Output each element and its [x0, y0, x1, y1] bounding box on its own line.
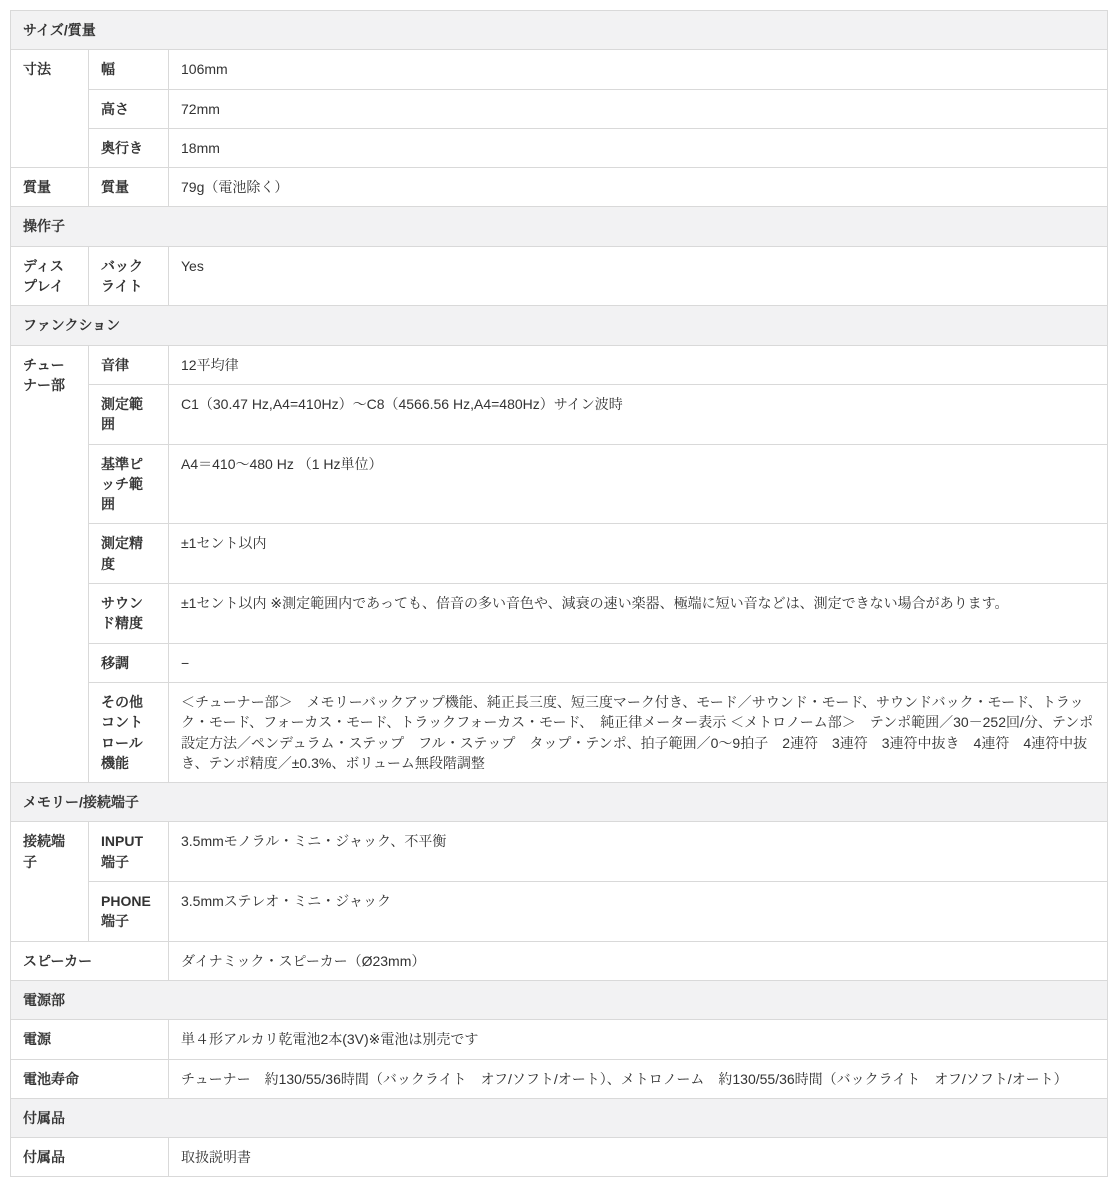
spec-label-cell: PHONE端子	[89, 882, 169, 942]
table-row	[11, 682, 1108, 782]
spec-group-cell: チューナー部	[11, 345, 89, 782]
table-row	[11, 941, 1108, 980]
spec-label-cell: その他コントロール機能	[89, 682, 169, 782]
spec-label-cell-wide: 電源	[11, 1020, 169, 1059]
table-row	[11, 822, 1108, 882]
spec-group-cell: 質量	[11, 168, 89, 207]
table-row	[11, 1138, 1108, 1177]
table-row	[11, 1059, 1108, 1098]
spec-group-cell: ディスプレイ	[11, 246, 89, 306]
table-row	[11, 50, 1108, 89]
spec-label-cell: サウンド精度	[89, 584, 169, 644]
spec-value-cell: ±1セント以内	[169, 524, 1108, 584]
spec-value-cell: 18mm	[169, 128, 1108, 167]
table-row	[11, 882, 1108, 942]
table-row	[11, 643, 1108, 682]
section-header-size-weight: サイズ/質量	[11, 11, 1108, 50]
spec-table	[10, 10, 1108, 1177]
table-row	[11, 524, 1108, 584]
spec-value-cell: A4＝410～480 Hz （1 Hz単位）	[169, 444, 1108, 524]
spec-label-cell: 奥行き	[89, 128, 169, 167]
spec-value-cell: −	[169, 643, 1108, 682]
table-row	[11, 168, 1108, 207]
spec-label-cell-wide: 電池寿命	[11, 1059, 169, 1098]
spec-label-cell: 幅	[89, 50, 169, 89]
section-header-controls: 操作子	[11, 207, 1108, 246]
spec-label-cell-wide: スピーカー	[11, 941, 169, 980]
spec-group-cell: 接続端子	[11, 822, 89, 941]
section-header-power: 電源部	[11, 980, 1108, 1019]
spec-label-cell: 測定範囲	[89, 384, 169, 444]
spec-label-cell-wide: 付属品	[11, 1138, 169, 1177]
section-header-accessories: 付属品	[11, 1098, 1108, 1137]
section-header-function: ファンクション	[11, 306, 1108, 345]
spec-label-cell: 基準ピッチ範囲	[89, 444, 169, 524]
spec-value-cell: 12平均律	[169, 345, 1108, 384]
table-row	[11, 444, 1108, 524]
spec-label-cell: 質量	[89, 168, 169, 207]
section-header-memory-io: メモリー/接続端子	[11, 783, 1108, 822]
spec-value-cell: 単４形アルカリ乾電池2本(3V)※電池は別売です	[169, 1020, 1108, 1059]
table-row	[11, 1020, 1108, 1059]
spec-label-cell: 移調	[89, 643, 169, 682]
spec-value-cell: 取扱説明書	[169, 1138, 1108, 1177]
spec-value-cell: 79g（電池除く）	[169, 168, 1108, 207]
spec-label-cell: 測定精度	[89, 524, 169, 584]
spec-label-cell: 音律	[89, 345, 169, 384]
spec-value-cell: 3.5mmモノラル・ミニ・ジャック、不平衡	[169, 822, 1108, 882]
spec-value-cell: C1（30.47 Hz,A4=410Hz）～C8（4566.56 Hz,A4=480Hz）サイン波時	[169, 384, 1108, 444]
spec-value-cell: チューナー 約130/55/36時間（バックライト オフ/ソフト/オート）、メトロノーム 約130/55/36時間（バックライト オフ/ソフト/オート）	[169, 1059, 1108, 1098]
spec-value-cell: Yes	[169, 246, 1108, 306]
spec-value-cell: 3.5mmステレオ・ミニ・ジャック	[169, 882, 1108, 942]
table-row	[11, 345, 1108, 384]
spec-value-cell: 72mm	[169, 89, 1108, 128]
spec-label-cell: INPUT端子	[89, 822, 169, 882]
spec-value-cell: ±1セント以内 ※測定範囲内であっても、倍音の多い音色や、減衰の速い楽器、極端に短い音などは、測定できない場合があります。	[169, 584, 1108, 644]
table-row	[11, 89, 1108, 128]
table-row	[11, 246, 1108, 306]
table-row	[11, 384, 1108, 444]
spec-group-cell: 寸法	[11, 50, 89, 168]
table-row	[11, 584, 1108, 644]
spec-value-cell: ＜チューナー部＞ メモリーバックアップ機能、純正長三度、短三度マーク付き、モード／サウンド・モード、サウンドバック・モード、トラック・モード、フォーカス・モード、トラックフォーカス・モード、 純正律メーター表示 ＜メトロノーム部＞ テンポ範囲／30－252回/分、テンポ設定方法／ペンデュラム・ステップ フル・ステップ タップ・テンポ、拍子範囲／0～9拍子 2連符 3連符 3連符中抜き 4連符 4連符中抜き、テンポ精度／±0.3%、ボリューム無段階調整	[169, 682, 1108, 782]
spec-value-cell: ダイナミック・スピーカー（Ø23mm）	[169, 941, 1108, 980]
table-row	[11, 128, 1108, 167]
spec-label-cell: バックライト	[89, 246, 169, 306]
spec-value-cell: 106mm	[169, 50, 1108, 89]
spec-label-cell: 高さ	[89, 89, 169, 128]
